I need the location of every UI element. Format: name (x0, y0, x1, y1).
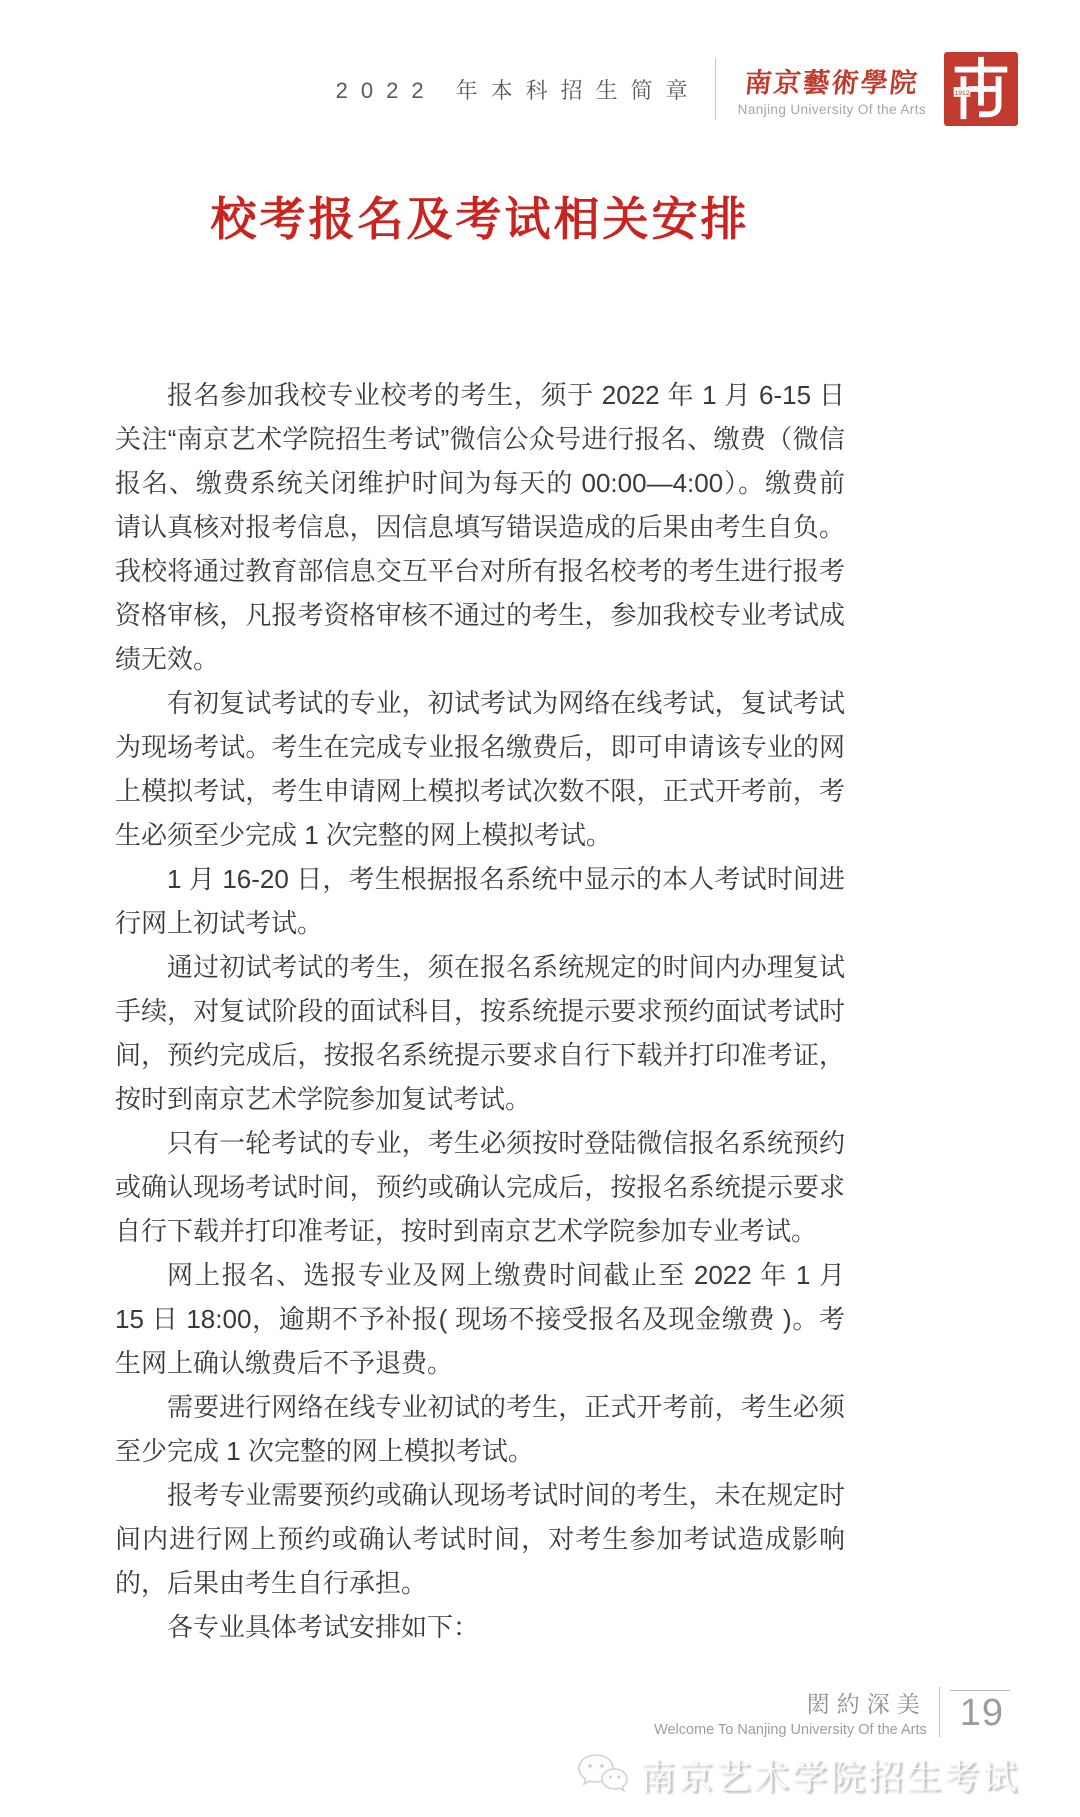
paragraph-online-test-dates: 1 月 16-20 日，考生根据报名系统中显示的本人考试时间进行网上初试考试。 (115, 864, 845, 939)
paragraphs-container (115, 373, 845, 1649)
paragraph-mock-exam: 需要进行网络在线专业初试的考生，正式开考前，考生必须至少完成 1 次完整的网上模拟考试。 (115, 1392, 845, 1467)
university-name-en: Nanjing University Of the Arts (737, 102, 926, 117)
brochure-title: 2022 年本科招生简章 (335, 77, 701, 103)
wechat-icon (576, 1752, 630, 1798)
paragraph-registration: 报名参加我校专业校考的考生，须于 2022 年 1 月 6-15 日关注“南京艺术学院招生考试”微信公众号进行报名、缴费（微信报名、缴费系统关闭维护时间为每天的 00:00—4:00）。缴费前请认真核对报考信息，因信息填写错误造成的后果由考生自负。我校将通过教育部信息交互平台对所有报名校考的考生进行报考资格审核，凡报考资格审核不通过的考生，参加我校专业考试成绩无效。 (115, 380, 845, 675)
paragraph-reservation-responsibility: 报考专业需要预约或确认现场考试时间的考生，未在规定时间内进行网上预约或确认考试时间，对考生参加考试造成影响的，后果由考生自行承担。 (115, 1480, 845, 1599)
paragraph-payment-deadline: 网上报名、选报专业及网上缴费时间截止至 2022 年 1 月 15 日 18:00，逾期不予补报( 现场不接受报名及现金缴费 )。考生网上确认缴费后不予退费。 (115, 1260, 845, 1379)
document-body (115, 0, 845, 1649)
university-motto: 閎約深美 (806, 1692, 927, 1717)
seal-year-label: 1912 (954, 89, 970, 97)
paragraph-schedule-intro: 各专业具体考试安排如下： (167, 1612, 480, 1643)
page-number-block (950, 1690, 1010, 1734)
motto-block (654, 1686, 927, 1738)
page-number: 19 (959, 1692, 1004, 1735)
watermark-text: 南京艺术学院招生考试 (639, 1758, 1020, 1797)
welcome-text: Welcome To Nanjing University Of the Arts (654, 1722, 927, 1738)
footer-divider (939, 1687, 940, 1737)
page-title: 校考报名及考试相关安排 (210, 194, 750, 245)
university-seal-icon (944, 52, 1018, 126)
wechat-watermark (576, 1750, 1020, 1800)
page-footer (654, 1686, 1010, 1738)
university-name-cn: 南京藝術學院 (742, 68, 921, 98)
paragraph-retest-procedure: 通过初试考试的考生，须在报名系统规定的时间内办理复试手续，对复试阶段的面试科目，按系统提示要求预约面试考试时间，预约完成后，按报名系统提示要求自行下载并打印准考证，按时到南京艺术学院参加复试考试。 (115, 952, 845, 1115)
paragraph-single-round: 只有一轮考试的专业，考生必须按时登陆微信报名系统预约或确认现场考试时间，预约或确认完成后，按报名系统提示要求自行下载并打印准考证，按时到南京艺术学院参加专业考试。 (115, 1128, 845, 1247)
paragraph-preliminary-final: 有初复试考试的专业，初试考试为网络在线考试，复试考试为现场考试。考生在完成专业报名缴费后，即可申请该专业的网上模拟考试，考生申请网上模拟考试次数不限，正式开考前，考生必须至少完成 1 次完整的网上模拟考试。 (115, 688, 845, 851)
